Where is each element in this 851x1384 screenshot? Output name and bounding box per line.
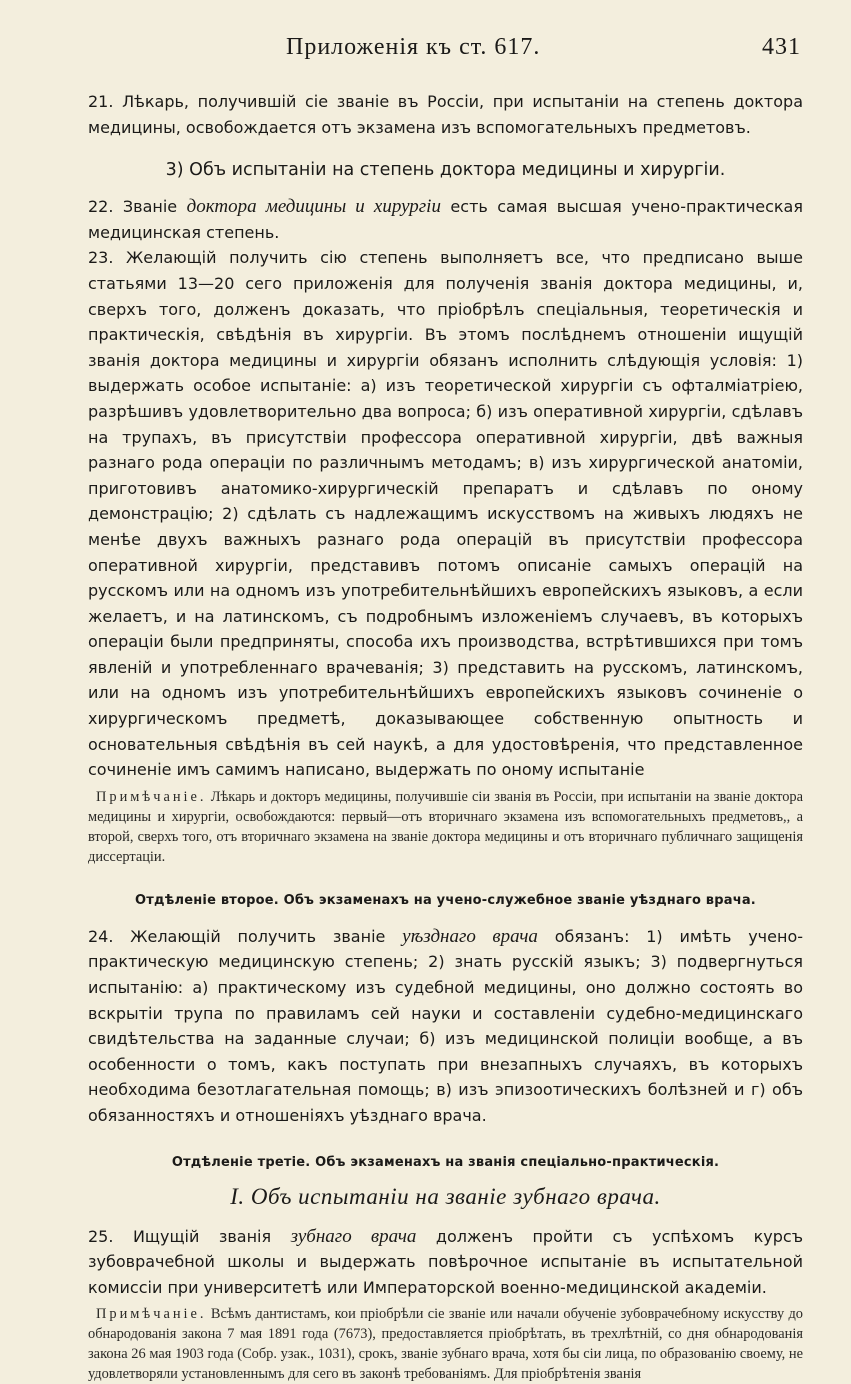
note-1 [88,787,803,867]
running-title: Приложенія къ ст. 617. [286,34,541,60]
article-number: 24. [88,926,114,946]
article-number: 23. [88,248,114,268]
article-text: Желающій получить сію степень выполняетъ все, что предписано выше статьями 13—20 сего приложенія для полученія званія доктора медицины, и, сверхъ того, долженъ доказать, что пріобрѣлъ спеціальныя, теоретическія и практическія, свѣдѣнія въ хирургіи. Въ этомъ послѣднемъ отношеніи ищущій званія доктора медицины и хирургіи обязанъ исполнить слѣдующія условія: 1) выдержать особое испытаніе: а) изъ теоретической хирургіи съ офталміатріею, разрѣшивъ удовлетворительно два вопроса; б) изъ оперативной хирургіи, сдѣлавъ на трупахъ, въ присутствіи профессора оперативной хирургіи, двѣ важныя разнаго рода операціи по различнымъ методамъ; в) изъ хирургической анатоміи, приготовивъ анатомико-хирургическій препаратъ и сдѣлавъ по оному демонстрацію; 2) сдѣлать съ надлежащимъ искусствомъ на живыхъ людяхъ не менѣе двухъ важныхъ разнаго рода операцій въ присутствіи профессора оперативной хирургіи, представивъ потомъ описаніе самыхъ операцій на русскомъ или на одномъ изъ употребительнѣйшихъ европейскихъ языковъ, а если желаетъ, и на латинскомъ, съ подробнымъ изложеніемъ случаевъ, въ которыхъ операціи были предприняты, способа ихъ производства, встрѣтившихся при томъ явленій и употребленнаго врачеванія; 3) представить на русскомъ, латинскомъ, или на одномъ изъ употребительнѣйшихъ европейскихъ языковъ сочиненіе о хирургическомъ предметѣ, доказывающее собственную опытность и основательныя свѣдѣнія въ сей наукѣ, а для удостовѣренія, что представленное сочиненіе имъ самимъ написано, выдержать по оному испытаніе [88,248,803,780]
division-2-heading: Отдѣленіе второе. Объ экзаменахъ на учено-служебное званіе уѣзднаго врача. [135,892,756,908]
note-label: Примѣчаніе. [96,788,207,805]
article-24 [88,924,803,1129]
note-2 [88,1304,803,1384]
page-header [88,34,803,74]
note-label: Примѣчаніе. [96,1306,207,1323]
article-number: 21. [88,92,114,111]
article-text-rest: долженъ пройти съ успѣхомъ курсъ зубоврачебной школы и выдержать повѣрочное испытаніе въ испытательной комиссіи при университетѣ или Императорской военно-медицинской академіи. [88,1226,804,1297]
article-21 [88,89,803,140]
section-heading-doctor-surgery: 3) Объ испытаніи на степень доктора медицины и хирургіи. [165,160,726,181]
article-italic-term: доктора медицины и хирургіи [186,196,441,218]
article-number: 25. [88,1226,114,1246]
article-text: Лѣкарь, получившій сіе званіе въ Россіи, при испытаніи на степень доктора медицины, освобождается отъ экзамена изъ вспомогательныхъ предметовъ. [88,92,803,137]
page-number: 431 [762,34,801,60]
article-22 [88,194,803,245]
article-text-rest: есть самая высшая учено-практическая медицинская степень. [88,197,803,242]
article-number: 22. [88,197,114,217]
article-text-rest: обязанъ: 1) имѣть учено-практическую медицинскую степень; 2) знать русскій языкъ; 3) подвергнуться испытанію: а) практическому изъ судебной медицины, оно должно состоять во вскрытіи трупа по правиламъ сей науки и составленіи судебно-медицинскаго свидѣтельства на заданные случаи; б) изъ медицинской полиціи вообще, а въ особенности о томъ, какъ поступать при внезапныхъ случаяхъ, въ которыхъ необходима безотлагательная помощь; в) изъ эпизоотическихъ болѣзней и г) объ обязанностяхъ и отношеніяхъ уѣзднаго врача. [88,926,804,1125]
article-23 [88,245,803,782]
article-25 [88,1224,803,1301]
division-3-heading: Отдѣленіе третіе. Объ экзаменахъ на званія спеціально-практическія. [171,1154,720,1170]
article-text-lead: Желающій получить званіе [130,926,386,946]
article-italic-term: зубнаго врача [290,1225,417,1247]
section-heading-dentist: I. Объ испытаніи на званіе зубнаго врача. [230,1183,661,1209]
note-text: Всѣмъ дантистамъ, кои пріобрѣли сіе званіе или начали обученіе зубоврачебному искусству до обнародованія закона 7 мая 1891 года (7673), предоставляется пріобрѣтать, въ трехлѣтній, со дня обнародованія закона 26 мая 1903 года (Собр. узак., 1031), срокъ, званіе зубнаго врача, хотя бы сіи лица, по образованію своему, не удовлетворяли установленнымъ для сего въ законѣ требованіямъ. Для пріобрѣтенія званія [88,1306,803,1383]
article-text-lead: Званіе [122,197,178,217]
article-text-lead: Ищущій званія [132,1226,272,1246]
article-italic-term: уѣзднаго врача [402,925,538,947]
note-text: Лѣкарь и докторъ медицины, получившіе сіи званія въ Россіи, при испытаніи на званіе доктора медицины и хирургіи, освобождаются: первый—отъ вторичнаго экзамена изъ вспомогательныхъ предметовъ,, а второй, сверхъ того, отъ вторичнаго экзамена на званіе доктора медицины и отъ вторичнаго публичнаго защищенія диссертаціи. [88,788,803,865]
